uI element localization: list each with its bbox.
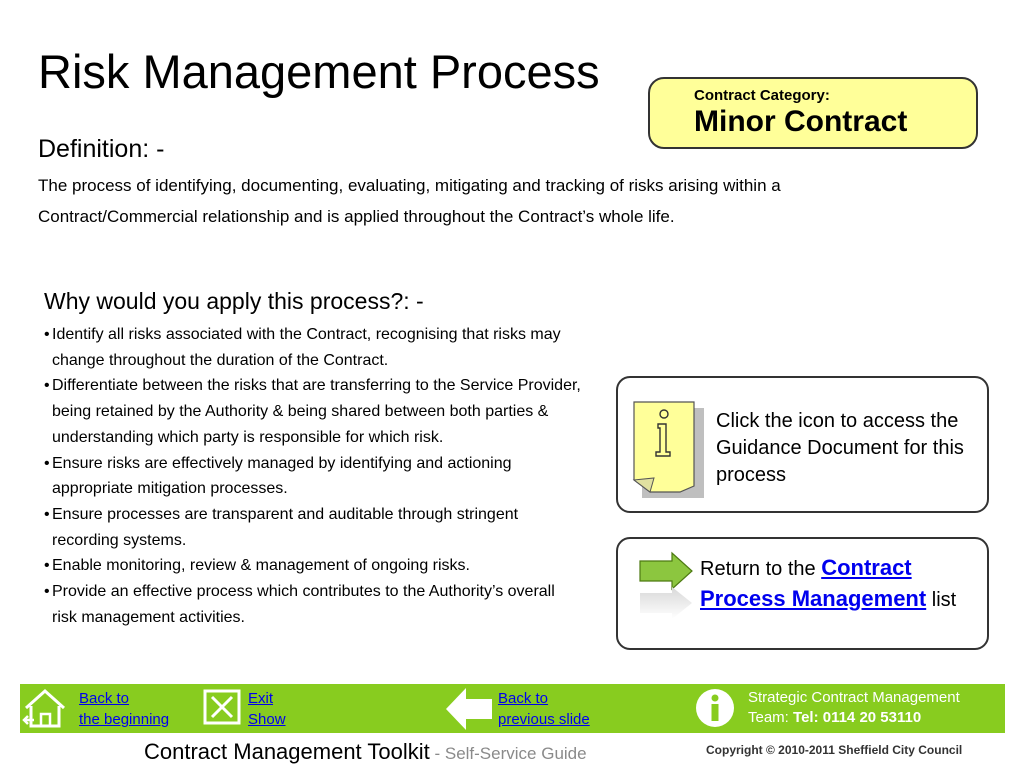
info-circle-icon[interactable] bbox=[694, 687, 736, 734]
list-item: • Ensure processes are transparent and auditable through stringent recording systems. bbox=[44, 502, 584, 553]
return-text bbox=[700, 553, 990, 615]
guidance-document-card bbox=[616, 376, 989, 513]
back-to-previous-slide-link[interactable]: Back to previous slide bbox=[498, 690, 590, 728]
contract-category-value: Minor Contract bbox=[694, 105, 908, 138]
why-heading: Why would you apply this process?: - bbox=[44, 288, 424, 314]
list-item: • Identify all risks associated with the Contract, recognising that risks may change throughout the duration of the Contract. bbox=[44, 322, 584, 373]
list-item: • Ensure risks are effectively managed by identifying and actioning appropriate mitigation processes. bbox=[44, 451, 584, 502]
copyright-text: Copyright © 2010-2011 Sheffield City Council bbox=[706, 743, 963, 757]
page-title: Risk Management Process bbox=[38, 45, 600, 98]
return-suffix: list bbox=[926, 589, 957, 611]
list-item: • Differentiate between the risks that are transferring to the Service Provider, being retained by the Authority & being shared between both parties & understanding which party is responsible for which risk. bbox=[44, 373, 584, 450]
contract-category-box bbox=[648, 77, 978, 149]
bottom-nav-bar bbox=[20, 684, 1005, 733]
return-prefix: Return to the bbox=[700, 558, 822, 580]
list-item: • Enable monitoring, review & management of ongoing risks. bbox=[44, 553, 584, 579]
toolkit-subtitle: - Self-Service Guide bbox=[429, 744, 587, 763]
why-list bbox=[44, 322, 584, 630]
team-line: Team: Tel: 0114 20 53110 bbox=[748, 709, 922, 726]
back-to-beginning-link[interactable]: Back to the beginning bbox=[79, 690, 170, 728]
exit-show-link[interactable]: Exit Show bbox=[248, 690, 286, 728]
close-box-icon[interactable] bbox=[202, 688, 242, 731]
team-tel: Tel: 0114 20 53110 bbox=[793, 709, 922, 726]
toolkit-title: Contract Management Toolkit - Self-Service Guide bbox=[144, 739, 587, 764]
team-name: Strategic Contract Management bbox=[748, 689, 960, 706]
contract-process-management-link[interactable]: Contract Process Management bbox=[700, 555, 927, 611]
guidance-document-text: Click the icon to access the Guidance Document for this process bbox=[716, 410, 964, 486]
definition-heading: Definition: - bbox=[38, 135, 165, 163]
green-arrow-icon[interactable] bbox=[638, 551, 696, 632]
return-card bbox=[616, 537, 989, 650]
definition-text: The process of identifying, documenting, evaluating, mitigating and tracking of risks arising within a Contract/Commercial relationship and is applied throughout the Contract’s whole life. bbox=[38, 176, 781, 226]
list-item: • Provide an effective process which contributes to the Authority’s overall risk management activities. bbox=[44, 579, 584, 630]
left-arrow-icon[interactable] bbox=[444, 686, 494, 737]
info-document-icon[interactable] bbox=[632, 400, 708, 507]
house-icon[interactable] bbox=[22, 686, 68, 735]
team-contact bbox=[748, 688, 960, 728]
contract-category-label: Contract Category: bbox=[694, 87, 830, 104]
